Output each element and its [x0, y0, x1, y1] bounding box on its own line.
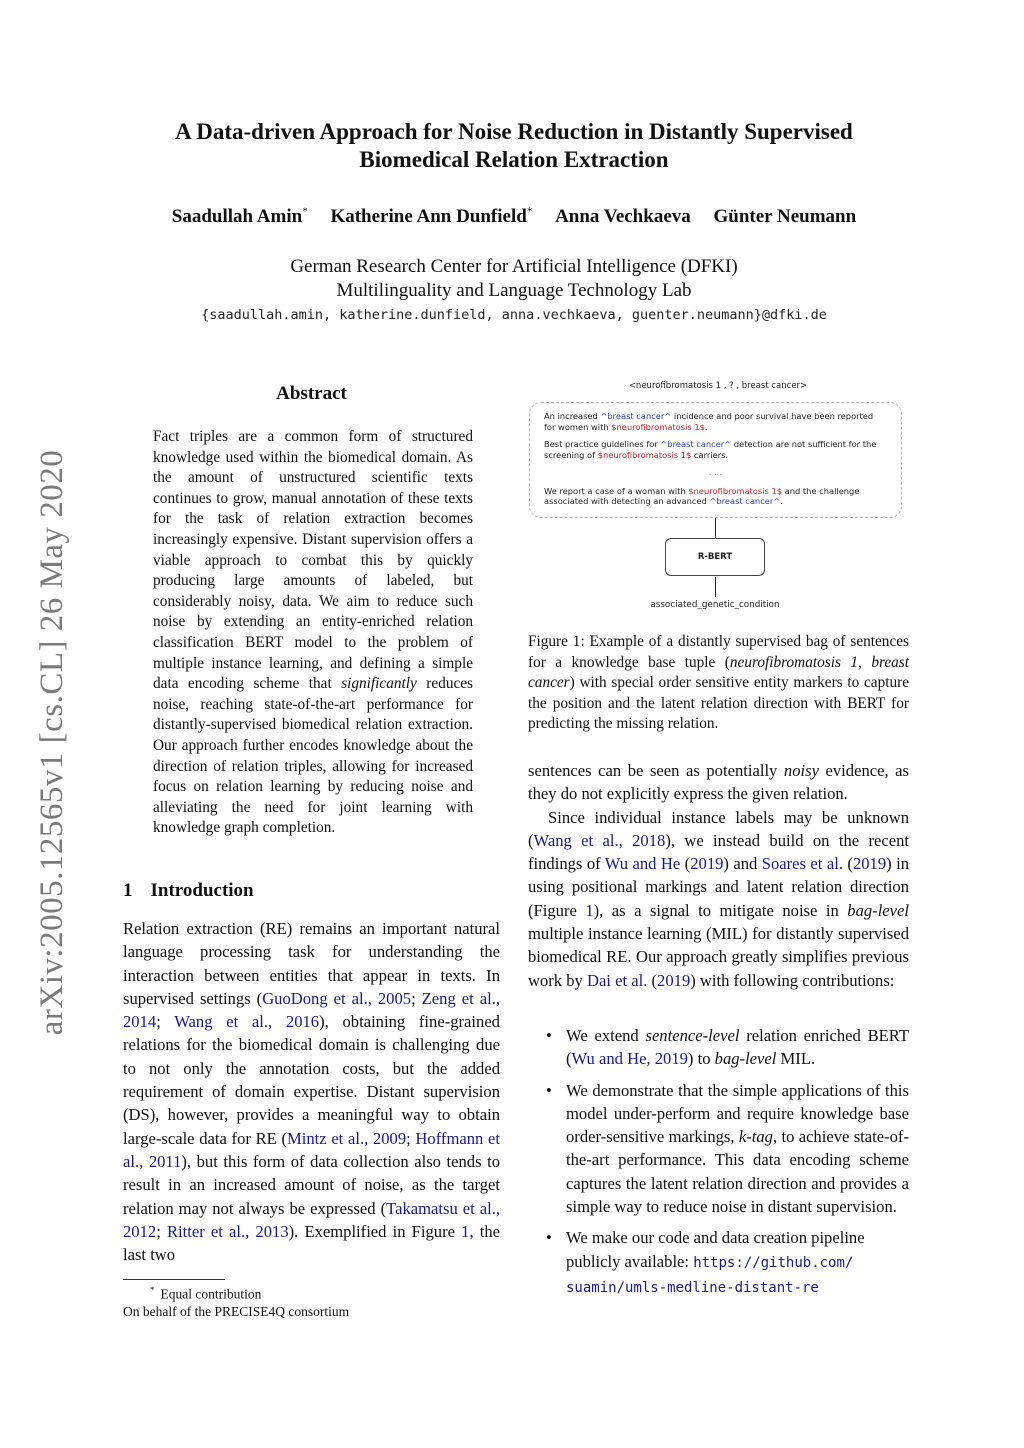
figure-arrow: [715, 518, 716, 538]
author: Anna Vechkaeva: [555, 206, 691, 228]
author: Katherine Ann Dunfield*: [330, 206, 533, 228]
title-line-2: Biomedical Relation Extraction: [359, 147, 669, 172]
citation-link[interactable]: Wu and He: [604, 854, 681, 874]
figure-ref-link[interactable]: 1: [585, 900, 594, 920]
citation-link[interactable]: Hoffmann et al., 2011: [123, 1128, 500, 1171]
section-heading-introduction: 1 Introduction: [123, 880, 254, 901]
affiliation-line-2: Multilinguality and Language Technology Lab: [336, 280, 692, 301]
right-column-text: [528, 759, 909, 992]
paragraph: sentences can be seen as potentially noisy evidence, as they do not explicitly express the given relation.: [528, 761, 910, 804]
abstract-heading: Abstract: [276, 383, 347, 404]
author-list: [110, 206, 918, 228]
paragraph: Since individual instance labels may be unknown (Wang et al., 2018), we instead build on the recent findings of Wu and He (2019) and Soares et al. (2019) in using positional markings and latent relation direction (Figure 1), as a signal to mitigate noise in bag-level multiple instance learning (MIL) for distantly supervised biomedical RE. Our approach greatly simplifies previous work by Dai et al. (2019) with following contributions:: [528, 807, 910, 990]
author: Saadullah Amin*: [171, 206, 308, 228]
affiliation: [110, 255, 918, 303]
paper-title: [110, 118, 918, 174]
model-box: R-BERT: [665, 538, 765, 576]
figure-ref-link[interactable]: 1: [461, 1221, 470, 1241]
predicted-relation: associated_genetic_condition: [650, 600, 780, 610]
citation-link[interactable]: Wu and He, 2019: [571, 1049, 688, 1069]
citation-link[interactable]: Takamatsu et al., 2012: [123, 1198, 501, 1241]
figure-sentence-bag: [529, 402, 902, 518]
author-emails[interactable]: {saadullah.amin, katherine.dunfield, anna.vechkaeva, guenter.neumann}@dfki.de: [201, 307, 827, 323]
citation-link[interactable]: Mintz et al., 2009: [287, 1128, 407, 1148]
figure-arrow: [715, 577, 716, 597]
bullet-icon: •: [546, 1026, 552, 1045]
github-link[interactable]: https://github.com/ suamin/umls-medline-distant-re: [566, 1254, 854, 1296]
footnote-equal-contribution: * Equal contribution: [150, 1285, 262, 1302]
citation-link[interactable]: 2019: [657, 970, 691, 990]
footnote-consortium: On behalf of the PRECISE4Q consortium: [123, 1303, 350, 1319]
citation-link[interactable]: Soares et al.: [761, 854, 843, 874]
arxiv-id: arXiv:2005.12565v1 [cs.CL] 26 May 2020: [34, 449, 71, 1036]
citation-link[interactable]: GuoDong et al., 2005: [262, 988, 412, 1008]
list-item: • We demonstrate that the simple applications of this model under-perform and require knowledge base order-sensitive markings, k-tag, to achieve state-of-the-art performance. This data encoding scheme captures the latent relation direction and provides a simple way to reduce noise in distant supervision.: [546, 1080, 909, 1217]
citation-link[interactable]: Zeng et al., 2014: [123, 988, 500, 1032]
contributions-list: [544, 1024, 909, 1308]
citation-link[interactable]: 2019: [852, 854, 887, 874]
abstract-body: Fact triples are a common form of structured knowledge used within the biomedical domain. As the amount of unstructured scientific texts continues to grow, manual annotation of these texts for the task of relation extraction becomes increasingly expensive. Distant supervision offers a viable approach to combat this by quickly producing large amounts of labeled, but considerably noisy, data. We aim to reduce such noise by extending an entity-enriched relation classification BERT model to the problem of multiple instance learning, and defining a simple data encoding scheme that significantly reduces noise, reaching state-of-the-art performance for distantly-supervised biomedical relation extraction. Our approach further encodes knowledge about the direction of relation triples, allowing for increased focus on relation learning by reducing noise and alleviating the need for joint learning with knowledge graph completion.: [153, 428, 473, 837]
citation-link[interactable]: Wang et al., 2016: [174, 1012, 320, 1032]
introduction-paragraph: Relation extraction (RE) remains an important natural language processing task for understanding the interaction between entities that appear in texts. In supervised settings (GuoDong et al., 2005; Zeng et al., 2014; Wang et al., 2016), obtaining fine-grained relations for the biomedical domain is challenging due to not only the annotation costs, but the added requirement of domain expertise. Distant supervision (DS), however, provides a meaningful way to obtain large-scale data for RE (Mintz et al., 2009; Hoffmann et al., 2011), but this form of data collection also tends to result in an increased amount of noise, as the target relation may not always be expressed (Takamatsu et al., 2012; Ritter et al., 2013). Exemplified in Figure 1, the last two: [123, 919, 501, 1265]
figure-caption: Figure 1: Example of a distantly supervised bag of sentences for a knowledge base tuple (neurofibromatosis 1, breast cancer) with special order sensitive entity markers to capture the position and the latent relation direction with BERT for predicting the missing relation.: [528, 633, 909, 733]
bullet-icon: •: [546, 1228, 552, 1248]
bag-sentence: An increased ^breast cancer^ incidence and poor survival have been reported for women with $neurofibromatosis 1$.: [544, 411, 874, 432]
bullet-icon: •: [546, 1080, 552, 1100]
figure-tuple-label: <neurofibromatosis 1 , ? , breast cancer>: [628, 381, 808, 391]
affiliation-line-1: German Research Center for Artificial Intelligence (DFKI): [290, 256, 738, 277]
citation-link[interactable]: Dai et al.: [587, 970, 648, 990]
list-item: • We make our code and data creation pipeline publicly available: https://github.com/ suamin/umls-medline-distant-re: [546, 1228, 865, 1296]
list-item: • We extend sentence-level relation enriched BERT (Wu and He, 2019) to bag-level MIL.: [546, 1026, 909, 1069]
author: Günter Neumann: [713, 206, 857, 228]
citation-link[interactable]: Wang et al., 2018: [533, 830, 666, 850]
footnotes: [123, 1282, 503, 1320]
bag-ellipsis: . . .: [708, 467, 723, 477]
bag-sentence: We report a case of a woman with $neurofibromatosis 1$ and the challenge associated with detecting an advanced ^breast cancer^.: [544, 485, 860, 506]
title-line-1: A Data-driven Approach for Noise Reduction in Distantly Supervised: [175, 119, 853, 144]
arxiv-sidebar-stamp: [28, 430, 78, 1055]
bag-sentence: Best practice guidelines for ^breast cancer^ detection are not sufficient for the screening of $neurofibromatosis 1$ carriers.: [544, 439, 877, 460]
footnote-divider: [123, 1279, 225, 1280]
citation-link[interactable]: Ritter et al., 2013: [166, 1221, 289, 1241]
citation-link[interactable]: 2019: [690, 854, 724, 874]
